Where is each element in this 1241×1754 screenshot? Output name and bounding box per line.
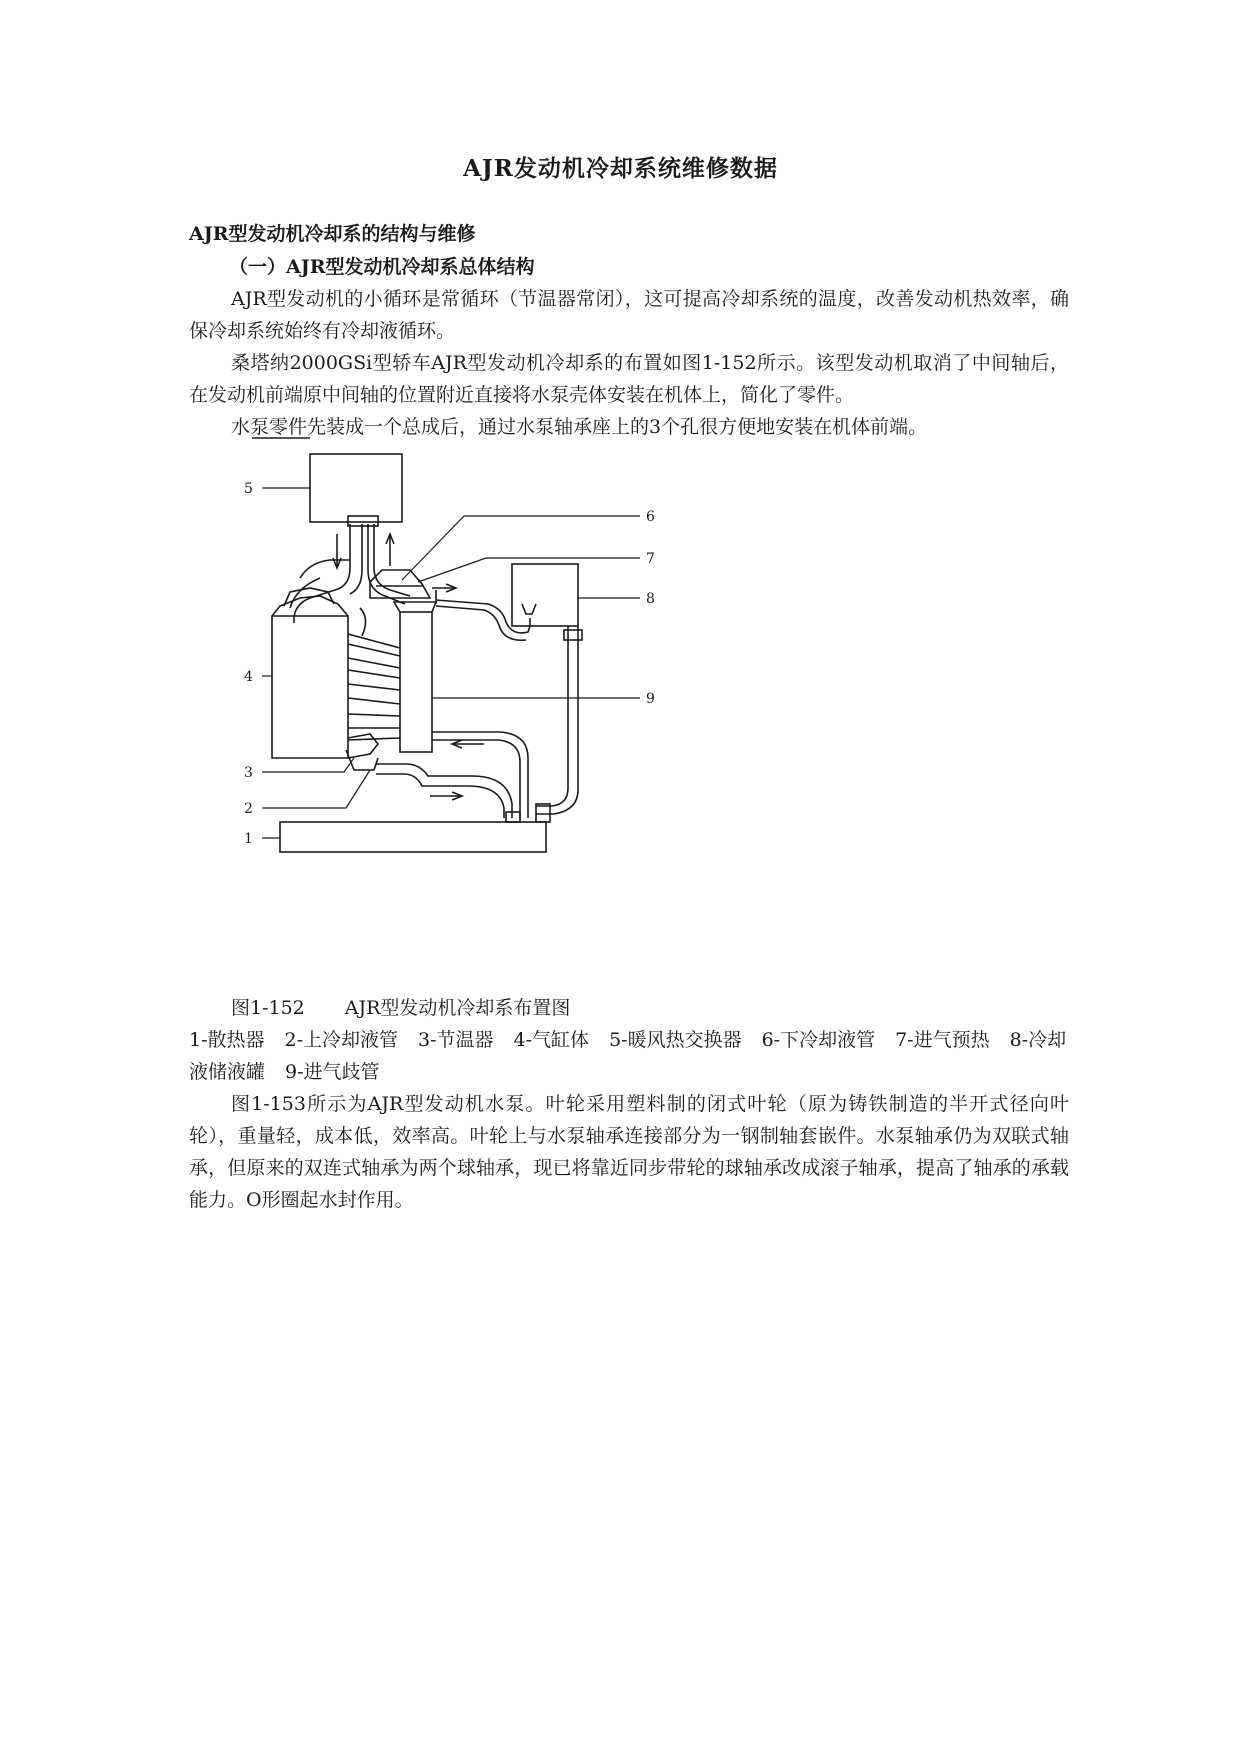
legend-item: 5-暖风热交换器 — [609, 1029, 742, 1051]
page-title: AJR发动机冷却系统维修数据 — [463, 155, 778, 182]
legend-item: 1-散热器 — [189, 1029, 265, 1051]
legend-item: 7-进气预热 — [895, 1029, 990, 1051]
legend-item: 3-节温器 — [418, 1029, 494, 1051]
subsection-heading: （一）AJR型发动机冷却系总体结构 — [229, 256, 535, 278]
callout-2: 2 — [244, 801, 253, 817]
callout-3: 3 — [244, 765, 253, 781]
figure-caption — [231, 992, 570, 1024]
callout-9: 9 — [646, 691, 655, 707]
section-heading: AJR型发动机冷却系的结构与维修 — [189, 223, 476, 245]
cooling-system-diagram — [244, 458, 710, 958]
callout-6: 6 — [646, 509, 655, 525]
callout-4: 4 — [244, 669, 253, 685]
callout-8: 8 — [646, 591, 655, 607]
paragraph-1: AJR型发动机的小循环是常循环（节温器常闭），这可提高冷却系统的温度，改善发动机热效率，确保冷却系统始终有冷却液循环。 — [189, 288, 1069, 342]
legend-item: 6-下冷却液管 — [761, 1029, 876, 1051]
legend-item: 4-气缸体 — [513, 1029, 590, 1051]
paragraph-water-pump: 图1-153所示为AJR型发动机水泵。叶轮采用塑料制的闭式叶轮（原为铸铁制造的半开式径向叶轮），重量轻，成本低，效率高。叶轮上与水泵轴承连接部分为一钢制轴套嵌件。水泵轴承仍为双联式轴承，但原来的双连式轴承为两个球轴承，现已将靠近同步带轮的球轴承改成滚子轴承，提高了轴承的承载能力。O形圈起水封作用。 — [189, 1093, 1069, 1211]
legend-item: 9-进气歧管 — [285, 1061, 380, 1083]
paragraph-3: 水泵零件先装成一个总成后，通过水泵轴承座上的3个孔很方便地安装在机体前端。 — [231, 416, 928, 438]
paragraph-2: 桑塔纳2000GSi型轿车AJR型发动机冷却系的布置如图1-152所示。该型发动机取消了中间轴后，在发动机前端原中间轴的位置附近直接将水泵壳体安装在机体上，简化了零件。 — [189, 352, 1069, 406]
figure-number: 图1-152 — [231, 997, 305, 1019]
callout-5: 5 — [244, 481, 253, 497]
figure-legend — [189, 1024, 1069, 1088]
legend-item: 2-上冷却液管 — [284, 1029, 399, 1051]
legend-item: 8-冷却液储液罐 — [189, 1029, 1067, 1083]
callout-1: 1 — [244, 831, 253, 847]
figure-title: AJR型发动机冷却系布置图 — [344, 997, 571, 1019]
callout-7: 7 — [646, 551, 655, 567]
